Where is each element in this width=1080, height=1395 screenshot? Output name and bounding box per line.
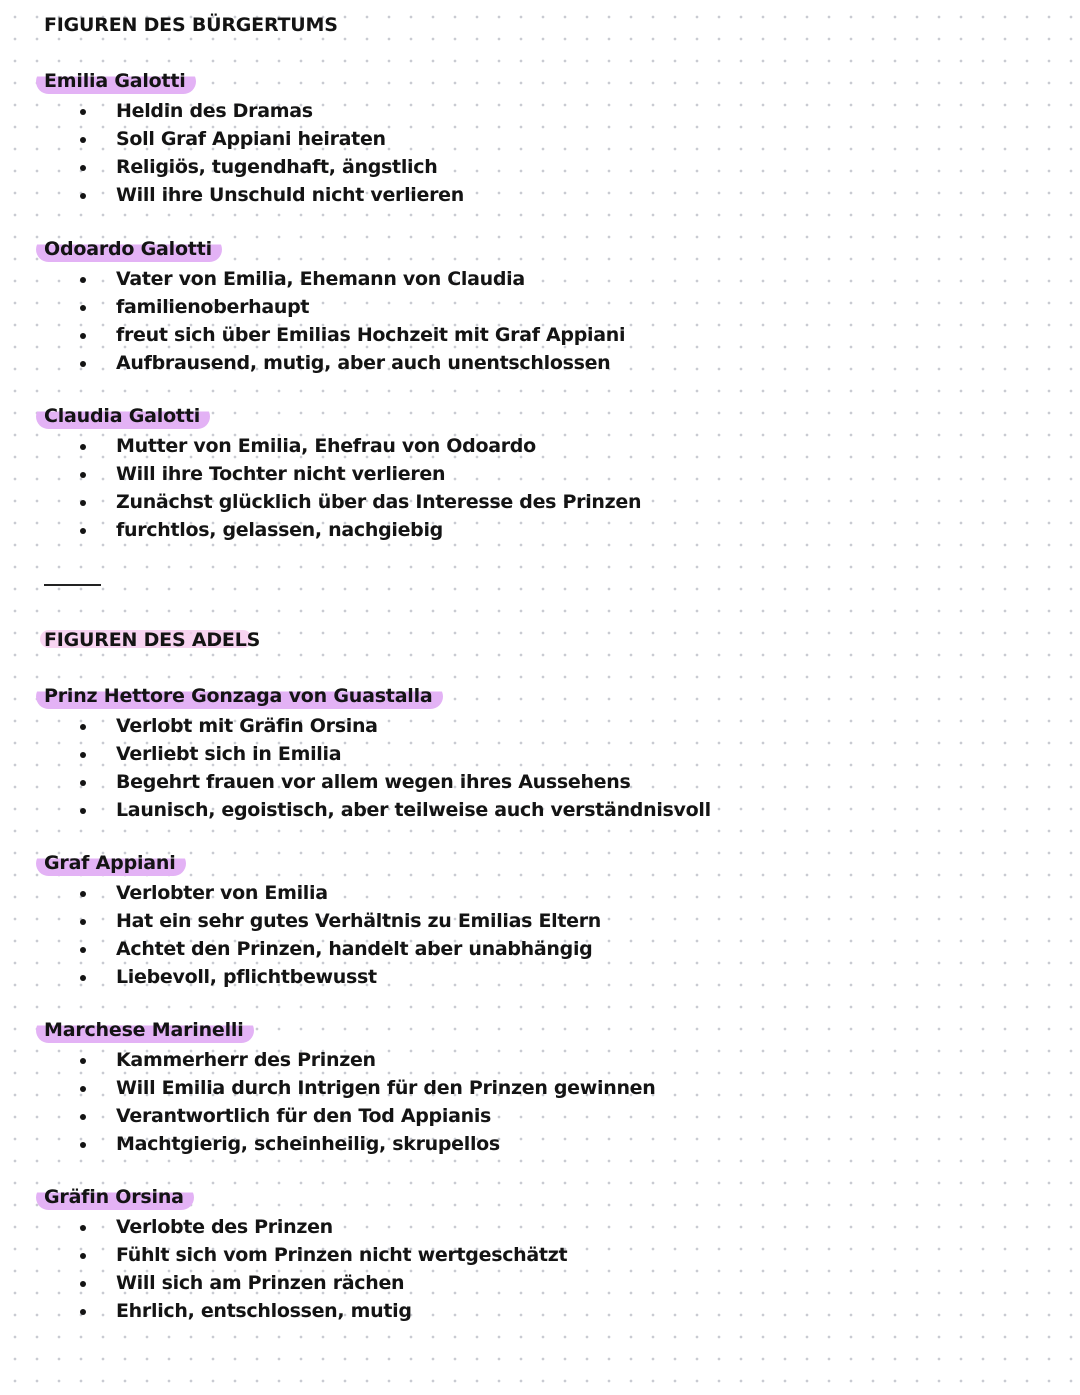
bullet-icon [80,1142,86,1148]
trait-text: furchtlos, gelassen, nachgiebig [116,519,443,541]
bullet-icon [80,305,86,311]
bullet-icon [80,1058,86,1064]
trait-text: Will ihre Unschuld nicht verlieren [116,184,464,206]
character-name: Claudia Galotti [36,404,210,429]
character-name: Prinz Hettore Gonzaga von Guastalla [36,684,443,709]
trait-text: Begehrt frauen vor allem wegen ihres Aussehens [116,771,631,793]
trait-text: Verantwortlich für den Tod Appianis [116,1105,492,1127]
trait-text: familienoberhaupt [116,296,310,318]
bullet-icon [80,528,86,534]
section-title-buergertum: FIGUREN DES BÜRGERTUMS [44,14,338,36]
trait-text: Verlobter von Emilia [116,882,328,904]
bullet-icon [80,165,86,171]
bullet-icon [80,752,86,758]
trait-text: Vater von Emilia, Ehemann von Claudia [116,268,525,290]
trait-text: Will ihre Tochter nicht verlieren [116,463,446,485]
bullet-icon [80,361,86,367]
bullet-icon [80,1253,86,1259]
trait-text: Verliebt sich in Emilia [116,743,342,765]
bullet-icon [80,975,86,981]
section-divider [44,584,101,586]
trait-text: Mutter von Emilia, Ehefrau von Odoardo [116,435,536,457]
bullet-icon [80,1086,86,1092]
section-title-adel: FIGUREN DES ADELS [44,629,261,651]
trait-text: Religiös, tugendhaft, ängstlich [116,156,438,178]
bullet-icon [80,724,86,730]
character-name: Marchese Marinelli [36,1018,254,1043]
bullet-icon [80,333,86,339]
bullet-icon [80,1281,86,1287]
bullet-icon [80,947,86,953]
trait-text: Fühlt sich vom Prinzen nicht wertgeschätzt [116,1244,568,1266]
trait-text: Verlobt mit Gräfin Orsina [116,715,378,737]
trait-text: Soll Graf Appiani heiraten [116,128,386,150]
trait-text: Ehrlich, entschlossen, mutig [116,1300,412,1322]
bullet-icon [80,444,86,450]
trait-text: Heldin des Dramas [116,100,313,122]
bullet-icon [80,919,86,925]
trait-text: Machtgierig, scheinheilig, skrupellos [116,1133,500,1155]
trait-text: Zunächst glücklich über das Interesse des Prinzen [116,491,642,513]
trait-text: Aufbrausend, mutig, aber auch unentschlossen [116,352,611,374]
trait-text: Will Emilia durch Intrigen für den Prinzen gewinnen [116,1077,656,1099]
bullet-icon [80,1114,86,1120]
trait-text: Will sich am Prinzen rächen [116,1272,405,1294]
bullet-icon [80,891,86,897]
trait-text: freut sich über Emilias Hochzeit mit Graf Appiani [116,324,626,346]
bullet-icon [80,1309,86,1315]
bullet-icon [80,472,86,478]
trait-text: Verlobte des Prinzen [116,1216,333,1238]
bullet-icon [80,277,86,283]
bullet-icon [80,109,86,115]
character-name: Odoardo Galotti [36,237,222,262]
character-name: Gräfin Orsina [36,1185,194,1210]
character-name: Emilia Galotti [36,69,196,94]
character-name: Graf Appiani [36,851,186,876]
bullet-icon [80,808,86,814]
bullet-icon [80,780,86,786]
bullet-icon [80,193,86,199]
bullet-icon [80,137,86,143]
trait-text: Liebevoll, pflichtbewusst [116,966,377,988]
trait-text: Achtet den Prinzen, handelt aber unabhängig [116,938,593,960]
bullet-icon [80,500,86,506]
bullet-icon [80,1225,86,1231]
trait-text: Kammerherr des Prinzen [116,1049,376,1071]
trait-text: Launisch, egoistisch, aber teilweise auch verständnisvoll [116,799,711,821]
trait-text: Hat ein sehr gutes Verhältnis zu Emilias Eltern [116,910,602,932]
